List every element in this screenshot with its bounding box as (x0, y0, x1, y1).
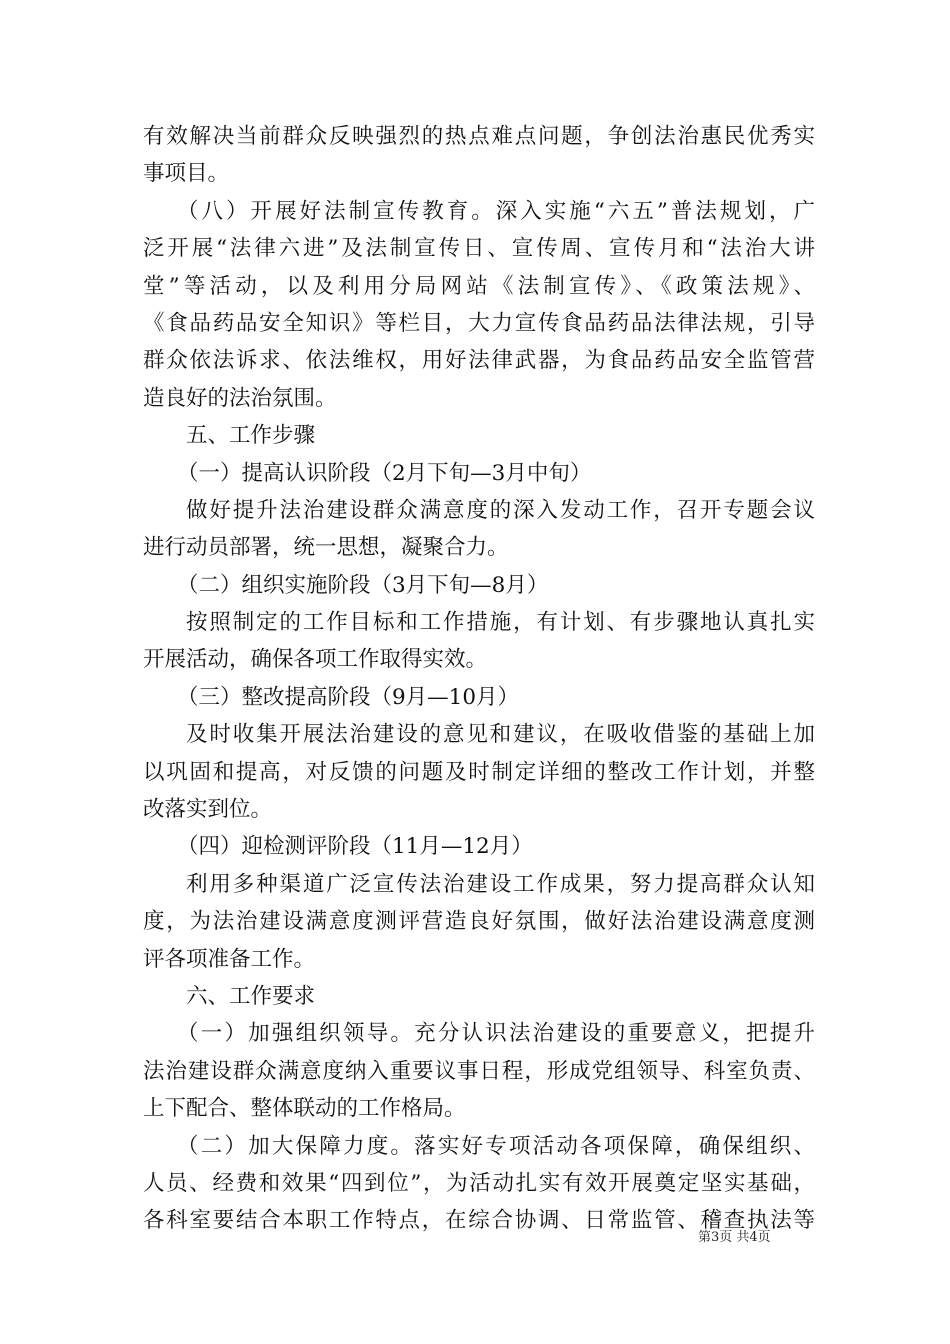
text-line-11: 做好提升法治建设群众满意度的深入发动工作，召开专题会议 (186, 497, 815, 523)
text-line-15: 开展活动，确保各项工作取得实效。 (143, 647, 488, 673)
text-line-3: （八）开展好法制宣传教育。深入实施“六五”普法规划，广 (177, 198, 815, 224)
text-line-29: 人员、经费和效果“四到位”，为活动扎实有效开展奠定坚实基础， (143, 1170, 815, 1196)
section-heading-5: 五、工作步骤 (186, 423, 316, 449)
section-heading-6: 六、工作要求 (186, 983, 316, 1009)
text-line-25: （一）加强组织领导。充分认识法治建设的重要意义，把提升 (177, 1021, 815, 1047)
text-line-18: 以巩固和提高，对反馈的问题及时制定详细的整改工作计划，并整 (143, 759, 815, 785)
text-line-28: （二）加大保障力度。落实好专项活动各项保障，确保组织、 (177, 1133, 815, 1159)
text-line-5: 堂”等活动，以及利用分局网站《法制宣传》、《政策法规》、 (143, 273, 815, 299)
text-line-7: 群众依法诉求、依法维权，用好法律武器，为食品药品安全监管营 (143, 348, 815, 374)
text-line-23: 评各项准备工作。 (143, 946, 316, 972)
text-line-12: 进行动员部署，统一思想，凝聚合力。 (143, 535, 509, 561)
text-line-8: 造良好的法治氛围。 (143, 385, 337, 411)
text-line-26: 法治建设群众满意度纳入重要议事日程，形成党组领导、科室负责、 (143, 1058, 815, 1084)
subheading-step-3: （三）整改提高阶段（9月—10月） (177, 684, 520, 710)
text-line-1: 有效解决当前群众反映强烈的热点难点问题，争创法治惠民优秀实 (143, 124, 815, 149)
page-number-footer: 第3页 共4页 (698, 1230, 771, 1245)
text-line-21: 利用多种渠道广泛宣传法治建设工作成果，努力提高群众认知 (186, 871, 815, 897)
text-line-14: 按照制定的工作目标和工作措施，有计划、有步骤地认真扎实 (186, 610, 815, 636)
text-line-22: 度，为法治建设满意度测评营造良好氛围，做好法治建设满意度测 (143, 909, 815, 935)
text-line-17: 及时收集开展法治建设的意见和建议，在吸收借鉴的基础上加 (186, 722, 815, 748)
text-line-27: 上下配合、整体联动的工作格局。 (143, 1096, 466, 1122)
text-line-30: 各科室要结合本职工作特点，在综合协调、日常监管、稽查执法等 (143, 1208, 815, 1234)
subheading-step-1: （一）提高认识阶段（2月下旬—3月中旬） (177, 460, 592, 486)
subheading-step-2: （二）组织实施阶段（3月下旬—8月） (177, 572, 549, 598)
subheading-step-4: （四）迎检测评阶段（11月—12月） (177, 834, 533, 860)
text-line-19: 改落实到位。 (143, 797, 273, 823)
text-line-4: 泛开展“法律六进”及法制宣传日、宣传周、宣传月和“法治大讲 (143, 236, 815, 262)
text-line-6: 《食品药品安全知识》等栏目，大力宣传食品药品法律法规，引导 (143, 310, 815, 336)
text-line-2: 事项目。 (143, 161, 230, 187)
document-body (143, 118, 815, 1240)
